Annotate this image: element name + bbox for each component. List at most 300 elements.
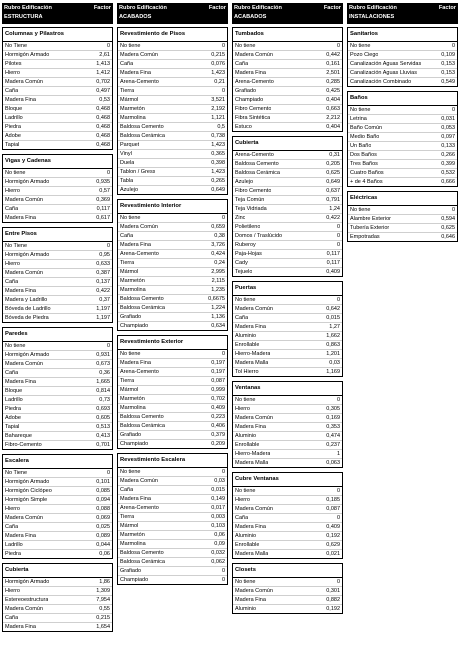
row-label: Hormigón Armado [5, 579, 50, 585]
table-row [118, 214, 227, 223]
table-row [233, 123, 342, 131]
row-label: Hormigón Armado [5, 252, 50, 258]
table-row [233, 241, 342, 250]
table-row [348, 151, 457, 160]
row-label: Madera Común [5, 270, 43, 276]
row-factor-value: 1 [336, 451, 340, 457]
row-label: Madera Común [5, 197, 43, 203]
row-factor-value: 0,137 [96, 279, 110, 285]
row-factor-value: 0,31 [329, 152, 340, 158]
table-row [3, 360, 112, 369]
row-label: Fibro Cemento [235, 188, 272, 194]
row-factor-value: 0,409 [326, 269, 340, 275]
section-table [117, 199, 228, 331]
column-3 [232, 3, 343, 618]
row-label: Estereoestructura [5, 597, 49, 603]
row-label: Hierro [5, 188, 20, 194]
row-label: Hormigón Armado [5, 352, 50, 358]
row-factor-value: 0,197 [211, 369, 225, 375]
table-row [233, 187, 342, 196]
section-table [2, 563, 113, 632]
row-label: Mármol [120, 97, 139, 103]
row-factor-value: 2,212 [326, 115, 340, 121]
row-label: Arena-Cemento [120, 251, 159, 257]
row-label: No Tiene [5, 470, 28, 476]
row-factor-value: 0,085 [96, 488, 110, 494]
row-label: Grafiado [120, 432, 142, 438]
row-label: Madera Común [5, 79, 43, 85]
row-factor-value: 3,726 [211, 242, 225, 248]
row-label: Vinyl [120, 151, 132, 157]
table-row [118, 295, 227, 304]
row-factor-value: 0 [221, 43, 225, 49]
row-factor-value: 0,192 [326, 533, 340, 539]
row-label: Pozo Ciego [350, 52, 379, 58]
row-factor-value: 0 [106, 470, 110, 476]
row-label: Marmetón [120, 106, 145, 112]
row-label: Aluminio [235, 333, 257, 339]
row-factor-value: 0 [451, 43, 455, 49]
row-label: Arena-Cemento [235, 79, 274, 85]
table-row [3, 469, 112, 478]
row-factor-value: 0,791 [326, 197, 340, 203]
table-row [233, 587, 342, 596]
row-factor-value: 0 [221, 88, 225, 94]
row-label: Madera Fina [5, 288, 36, 294]
row-factor-value: 1,86 [99, 579, 110, 585]
row-factor-value: 0,738 [211, 133, 225, 139]
table-row [118, 359, 227, 368]
table-row [233, 223, 342, 232]
table-row [233, 396, 342, 405]
column-header-title: Rubro Edificación ESTRUCTURA [4, 5, 52, 20]
table-row [3, 169, 112, 178]
row-factor-value: 7,954 [96, 597, 110, 603]
row-factor-value: 0,413 [96, 433, 110, 439]
column-4 [347, 3, 458, 246]
table-row [348, 178, 457, 186]
row-factor-value: 0,153 [441, 61, 455, 67]
row-factor-value: 0 [106, 243, 110, 249]
row-label: Madera Fina [120, 496, 151, 502]
row-label: Pilotes [5, 61, 22, 67]
table-row [3, 342, 112, 351]
table-row [3, 78, 112, 87]
row-factor-value: 0,149 [211, 496, 225, 502]
table-row [233, 432, 342, 441]
section-title: Revestimiento Interior [118, 200, 227, 214]
table-row [233, 105, 342, 114]
row-factor-value: 0 [336, 488, 340, 494]
section-table [2, 27, 113, 150]
table-row [348, 133, 457, 142]
table-row [3, 242, 112, 251]
row-factor-value: 2,192 [211, 106, 225, 112]
row-factor-value: 0,468 [96, 115, 110, 121]
row-factor-value: 0,215 [211, 52, 225, 58]
row-factor-value: 0,633 [96, 261, 110, 267]
row-factor-value: 1,197 [96, 315, 110, 321]
table-row [118, 159, 227, 168]
row-label: No tiene [235, 43, 256, 49]
row-factor-value: 0,089 [96, 533, 110, 539]
table-row [348, 160, 457, 169]
row-label: Madera Común [120, 224, 158, 230]
table-row [3, 414, 112, 423]
table-row [348, 169, 457, 178]
row-label: Grafiado [120, 568, 142, 574]
table-row [118, 114, 227, 123]
section-table [347, 191, 458, 242]
row-factor-value: 0,625 [441, 225, 455, 231]
row-label: Tierra [120, 514, 135, 520]
row-factor-value: 0,422 [326, 215, 340, 221]
table-row [233, 414, 342, 423]
row-factor-value: 0,088 [96, 506, 110, 512]
row-factor-value: 0,21 [214, 79, 225, 85]
row-factor-value: 1,197 [96, 306, 110, 312]
column-header-factor: Factor [93, 5, 111, 11]
row-label: Tierra [120, 260, 135, 266]
row-label: Baldosa Cemento [120, 124, 164, 130]
section-title: Columnas y Pilastros [3, 28, 112, 42]
row-label: Madera Fina [5, 533, 36, 539]
row-factor-value: 0,863 [326, 342, 340, 348]
row-label: Madera Fina [5, 215, 36, 221]
row-factor-value: 0,153 [441, 70, 455, 76]
row-label: Enrollable [235, 442, 260, 448]
row-label: Canalización Combinado [350, 79, 412, 85]
row-factor-value: 0,649 [211, 187, 225, 193]
row-label: Fibro-Cemento [5, 442, 42, 448]
row-label: Baño Común [350, 125, 383, 131]
row-label: No tiene [120, 215, 141, 221]
row-factor-value: 0 [451, 107, 455, 113]
table-row [118, 404, 227, 413]
row-factor-value: 0,468 [96, 124, 110, 130]
row-label: Madera Común [5, 515, 43, 521]
row-factor-value: 0,09 [214, 541, 225, 547]
table-row [118, 431, 227, 440]
table-row [118, 87, 227, 96]
table-row [233, 196, 342, 205]
row-factor-value: 0,161 [326, 61, 340, 67]
row-label: Aluminio [235, 433, 257, 439]
table-row [233, 423, 342, 432]
table-row [3, 251, 112, 260]
row-label: Bóveda de Piedra [5, 315, 49, 321]
row-label: Baldosa Cerámica [235, 170, 280, 176]
column-header-title: Rubro Edificación INSTALACIONES [349, 5, 397, 20]
table-row [233, 69, 342, 78]
section-table [2, 327, 113, 450]
row-label: Madera Fina [5, 379, 36, 385]
row-label: No tiene [350, 43, 371, 49]
row-label: No tiene [350, 107, 371, 113]
row-factor-value: 0,55 [99, 606, 110, 612]
row-factor-value: 0,659 [211, 224, 225, 230]
table-row [3, 269, 112, 278]
table-row [3, 550, 112, 558]
row-label: Adobe [5, 415, 21, 421]
table-row [118, 42, 227, 51]
row-factor-value: 0,353 [326, 424, 340, 430]
row-factor-value: 0,237 [326, 442, 340, 448]
table-row [233, 51, 342, 60]
row-label: Marmolina [120, 405, 146, 411]
table-row [118, 413, 227, 422]
row-factor-value: 3,521 [211, 97, 225, 103]
row-label: Cuatro Baños [350, 170, 384, 176]
row-factor-value: 0,646 [441, 234, 455, 240]
row-label: Caña [5, 206, 19, 212]
row-factor-value: 1,27 [329, 324, 340, 330]
table-row [233, 160, 342, 169]
table-row [233, 169, 342, 178]
row-label: Caña [5, 615, 19, 621]
row-factor-value: 0,666 [441, 179, 455, 185]
row-factor-value: 0,285 [326, 79, 340, 85]
row-label: Hormigón Ciclópeo [5, 488, 52, 494]
section-table [232, 27, 343, 132]
row-factor-value: 0,025 [96, 524, 110, 530]
row-factor-value: 0,097 [441, 134, 455, 140]
table-row [118, 105, 227, 114]
row-factor-value: 0,95 [99, 252, 110, 258]
column-1 [2, 3, 113, 636]
table-row [118, 495, 227, 504]
table-row [3, 405, 112, 414]
row-label: Piedra [5, 551, 21, 557]
row-factor-value: 1,121 [211, 115, 225, 121]
row-label: Tierra [120, 378, 135, 384]
section-title: Paredes [3, 328, 112, 342]
row-label: Tres Baños [350, 161, 378, 167]
table-row [118, 69, 227, 78]
row-label: Ladrillo [5, 542, 23, 548]
row-factor-value: 0 [336, 242, 340, 248]
row-label: Hormigón Armado [5, 52, 50, 58]
table-row [233, 78, 342, 87]
row-factor-value: 0 [106, 343, 110, 349]
row-factor-value: 0,649 [326, 179, 340, 185]
row-factor-value: 0,549 [441, 79, 455, 85]
row-factor-value: 0,015 [326, 315, 340, 321]
table-row [118, 322, 227, 330]
row-label: Enrollable [235, 342, 260, 348]
row-factor-value: 0 [106, 170, 110, 176]
row-label: Ladrillo [5, 115, 23, 121]
row-label: Madera Fina [235, 597, 266, 603]
table-row [3, 623, 112, 631]
row-label: Tapial [5, 424, 20, 430]
row-label: Tapial [5, 142, 20, 148]
row-label: Madera y Ladrillo [5, 297, 48, 303]
row-label: No tiene [120, 351, 141, 357]
table-row [118, 531, 227, 540]
table-row [233, 259, 342, 268]
row-factor-value: 0,192 [326, 606, 340, 612]
table-row [118, 60, 227, 69]
table-row [3, 96, 112, 105]
row-factor-value: 0 [336, 579, 340, 585]
table-row [3, 596, 112, 605]
row-label: Marmolina [120, 287, 146, 293]
section-title: Revestimiento de Pisos [118, 28, 227, 42]
column-header-factor: Factor [323, 5, 341, 11]
row-factor-value: 0,702 [96, 79, 110, 85]
row-label: Bahareque [5, 433, 32, 439]
row-label: + de 4 Baños [350, 179, 383, 185]
section-table [117, 335, 228, 449]
row-factor-value: 0,398 [211, 160, 225, 166]
table-row [3, 278, 112, 287]
row-factor-value: 0,021 [326, 551, 340, 557]
row-label: No tiene [5, 170, 26, 176]
row-factor-value: 0,185 [326, 497, 340, 503]
table-row [3, 205, 112, 214]
row-factor-value: 0,935 [96, 179, 110, 185]
row-factor-value: 0,094 [96, 497, 110, 503]
section-table [232, 472, 343, 559]
row-factor-value: 1,423 [211, 142, 225, 148]
table-row [3, 387, 112, 396]
column-header-factor: Factor [208, 5, 226, 11]
row-label: Madera Común [5, 606, 43, 612]
row-label: Madera Fina [235, 524, 266, 530]
row-factor-value: 0,017 [211, 505, 225, 511]
table-row [3, 396, 112, 405]
row-label: Fibro Cemento [235, 106, 272, 112]
table-row [3, 305, 112, 314]
row-label: Arena-Cemento [120, 369, 159, 375]
row-label: Madera Fina [5, 624, 36, 630]
table-row [233, 341, 342, 350]
row-factor-value: 0,305 [326, 406, 340, 412]
section-table [347, 27, 458, 87]
row-factor-value: 1,423 [211, 169, 225, 175]
table-row [233, 250, 342, 259]
row-factor-value: 0 [106, 43, 110, 49]
row-label: Marmetón [120, 396, 145, 402]
row-factor-value: 1,412 [96, 70, 110, 76]
table-row [118, 540, 227, 549]
row-label: Caña [5, 524, 19, 530]
row-factor-value: 2,501 [326, 70, 340, 76]
row-label: No tiene [235, 488, 256, 494]
row-label: Madera Común [235, 306, 273, 312]
row-label: Baldosa Cemento [120, 414, 164, 420]
table-row [3, 196, 112, 205]
table-row [233, 296, 342, 305]
row-factor-value: 1,136 [211, 314, 225, 320]
row-factor-value: 0,209 [211, 441, 225, 447]
row-factor-value: 0,117 [96, 206, 110, 212]
table-row [233, 350, 342, 359]
row-factor-value: 0,379 [211, 432, 225, 438]
row-label: Duela [120, 160, 135, 166]
row-label: Madera Fina [235, 424, 266, 430]
column-header-factor: Factor [438, 5, 456, 11]
section-title: Baños [348, 92, 457, 106]
row-factor-value: 0,215 [96, 615, 110, 621]
section-title: Cubierta [3, 564, 112, 578]
row-factor-value: 0,468 [96, 106, 110, 112]
table-row [233, 114, 342, 123]
table-row [118, 141, 227, 150]
row-factor-value: 0,474 [326, 433, 340, 439]
section-table [347, 91, 458, 187]
row-label: Marmolina [120, 115, 146, 121]
table-row [118, 477, 227, 486]
table-row [3, 505, 112, 514]
row-label: Hierro [5, 261, 20, 267]
table-row [348, 224, 457, 233]
table-row [118, 422, 227, 431]
table-row [3, 51, 112, 60]
row-label: Marmolina [120, 541, 146, 547]
row-factor-value: 1,235 [211, 287, 225, 293]
column-2 [117, 3, 228, 589]
row-label: Ruberoy [235, 242, 256, 248]
section-title: Cubierta [233, 137, 342, 151]
row-factor-value: 2,115 [211, 278, 225, 284]
row-label: Un Baño [350, 143, 372, 149]
section-title: Sanitarios [348, 28, 457, 42]
row-factor-value: 0 [336, 515, 340, 521]
row-factor-value: 0,57 [99, 188, 110, 194]
row-factor-value: 0,015 [211, 487, 225, 493]
row-factor-value: 0,701 [96, 442, 110, 448]
row-label: No tiene [235, 579, 256, 585]
row-factor-value: 0,103 [211, 523, 225, 529]
table-row [233, 96, 342, 105]
row-factor-value: 1,423 [211, 70, 225, 76]
table-row [3, 614, 112, 623]
table-row [348, 51, 457, 60]
table-row [233, 578, 342, 587]
section-table [117, 453, 228, 585]
row-label: No tiene [120, 43, 141, 49]
row-label: Champiado [120, 577, 149, 583]
row-label: Tejuelo [235, 269, 253, 275]
row-factor-value: 0,404 [326, 124, 340, 130]
row-label: Marmetón [120, 532, 145, 538]
row-label: Madera Fina [120, 70, 151, 76]
table-row [233, 505, 342, 514]
row-factor-value: 0 [221, 577, 225, 583]
row-label: Madera Fina [120, 242, 151, 248]
row-factor-value: 0,693 [96, 406, 110, 412]
row-label: Zinc [235, 215, 246, 221]
row-factor-value: 0,882 [326, 597, 340, 603]
table-row [3, 260, 112, 269]
row-label: Hierro [5, 506, 20, 512]
row-factor-value: 0,532 [441, 170, 455, 176]
row-factor-value: 0,032 [211, 550, 225, 556]
section-title: Closets [233, 564, 342, 578]
row-factor-value: 1,169 [326, 369, 340, 375]
row-factor-value: 0,513 [96, 424, 110, 430]
row-factor-value: 0,053 [441, 125, 455, 131]
table-row [348, 78, 457, 86]
row-label: Baldosa Cerámica [120, 559, 165, 565]
row-factor-value: 0,387 [96, 270, 110, 276]
table-row [233, 514, 342, 523]
section-title: Entre Pisos [3, 228, 112, 242]
row-factor-value: 1,413 [96, 61, 110, 67]
row-factor-value: 0,117 [326, 251, 340, 257]
